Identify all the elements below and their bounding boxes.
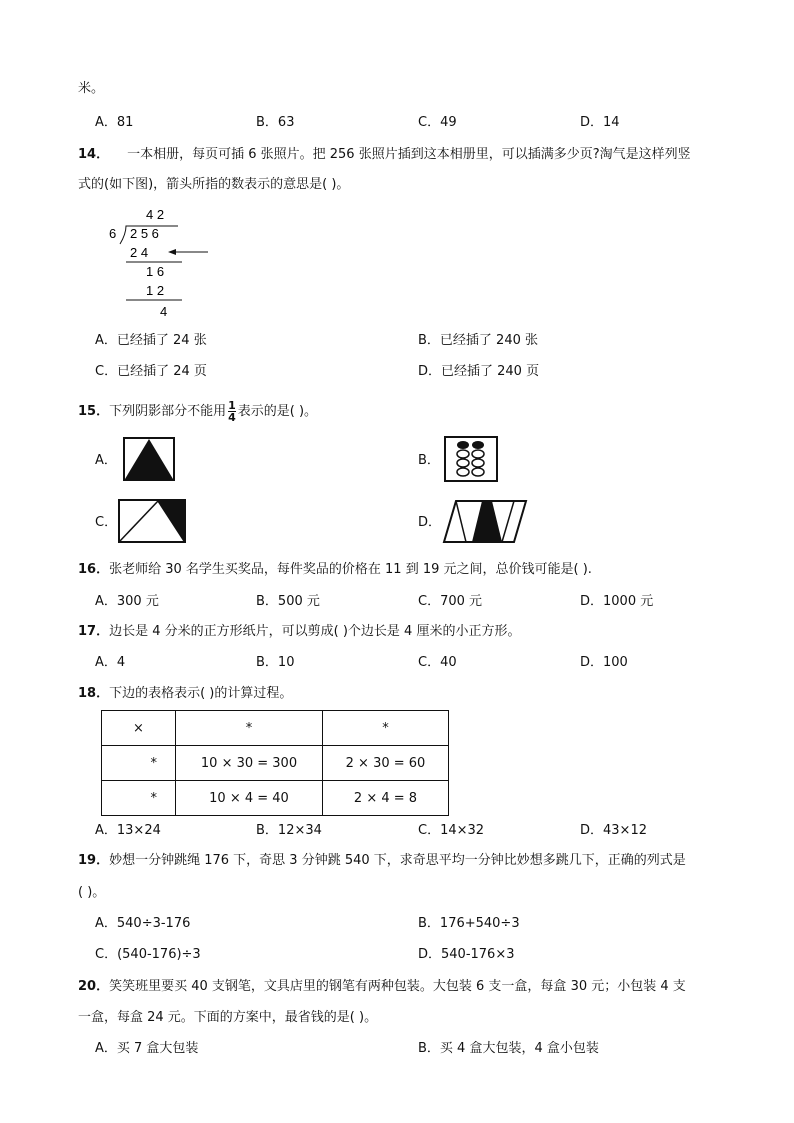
figure-c-rectangle-triangles [118, 499, 188, 545]
arrow-head [168, 249, 176, 255]
question-text: 下边的表格表示( )的计算过程。 [109, 686, 293, 701]
q18-option-c: C．14×32 [418, 823, 485, 838]
q16-option-b: B．500 元 [256, 594, 320, 609]
question-20 [78, 978, 686, 996]
fraction-denominator: 4 [228, 411, 236, 424]
q14-option-c: C．已经插了 24 页 [95, 364, 207, 379]
question-14-line2: 式的(如下图)，箭头所指的数表示的意思是( )。 [78, 177, 350, 192]
table-cell: * [102, 781, 176, 816]
table-row [102, 746, 449, 781]
q19-option-d: D．540-176×3 [418, 947, 515, 962]
table-cell: 2 × 4 = 8 [323, 781, 449, 816]
q19-option-b: B．176+540÷3 [418, 916, 520, 931]
table-header-cell: * [323, 711, 449, 746]
figure-b-ovals [444, 436, 498, 482]
question-20-line2: 一盒，每盒 24 元。下面的方案中，最省钱的是( )。 [78, 1010, 378, 1025]
question-text: 边长是 4 分米的正方形纸片，可以剪成( )个边长是 4 厘米的小正方形。 [109, 624, 521, 639]
figure-a-triangle-square [123, 437, 175, 481]
question-text: 妙想一分钟跳绳 176 下，奇思 3 分钟跳 540 下，求奇思平均一分钟比妙想多跳几下，正确的列式是 [109, 853, 686, 868]
division-quotient: 4 2 [146, 207, 165, 222]
division-step2: 1 6 [146, 264, 165, 279]
question-number: 16． [78, 562, 110, 577]
q19-option-c: C．(540-176)÷3 [95, 947, 201, 962]
calc-table [101, 710, 449, 816]
q17-option-d: D．100 [580, 655, 628, 670]
division-dividend: 2 5 6 [130, 226, 159, 241]
q17-option-c: C．40 [418, 655, 457, 670]
table-cell: 10 × 4 = 40 [176, 781, 323, 816]
q15-option-c-label: C． [95, 515, 118, 530]
question-number: 19． [78, 853, 110, 868]
q15-option-a-label: A． [95, 453, 117, 468]
fraction-one-quarter [228, 400, 236, 423]
table-header-cell: * [176, 711, 323, 746]
q18-option-b: B．12×34 [256, 823, 322, 838]
q16-option-a: A．300 元 [95, 594, 159, 609]
question-text-after: 表示的是( )。 [237, 404, 318, 419]
question-number: 18． [78, 686, 110, 701]
q18-option-a: A．13×24 [95, 823, 161, 838]
question-19-line2: ( )。 [78, 885, 106, 900]
division-remainder: 4 [160, 304, 168, 319]
question-text: 一本相册，每页可插 6 张照片。把 256 张照片插到这本相册里，可以插满多少页?淘气是这样列竖 [127, 147, 691, 162]
table-header-cell: × [102, 711, 176, 746]
prev-option-b: B．63 [256, 115, 295, 130]
table-row [102, 781, 449, 816]
prev-option-c: C．49 [418, 115, 457, 130]
q15-option-b-label: B． [418, 453, 440, 468]
question-text-before: 下列阴影部分不能用 [109, 404, 227, 419]
table-cell: * [102, 746, 176, 781]
q14-option-d: D．已经插了 240 页 [418, 364, 540, 379]
q16-option-d: D．1000 元 [580, 594, 654, 609]
q20-option-b: B．买 4 盒大包装，4 盒小包装 [418, 1041, 599, 1056]
question-text: 笑笑班里要买 40 支钢笔，文具店里的钢笔有两种包装。大包装 6 支一盒，每盒 30 元；小包装 4 支 [109, 979, 686, 994]
q14-option-b: B．已经插了 240 张 [418, 333, 538, 348]
question-text: 张老师给 30 名学生买奖品，每件奖品的价格在 11 到 19 元之间，总价钱可能是( ). [109, 562, 592, 577]
table-row [102, 711, 449, 746]
q14-option-a: A．已经插了 24 张 [95, 333, 207, 348]
table-cell: 10 × 30 = 300 [176, 746, 323, 781]
q15-option-d-label: D． [418, 515, 442, 530]
question-19 [78, 852, 686, 870]
question-14 [78, 146, 691, 164]
question-number: 20． [78, 979, 110, 994]
division-step1: 2 4 [130, 245, 149, 260]
q17-option-b: B．10 [256, 655, 295, 670]
q20-option-a: A．买 7 盒大包装 [95, 1041, 199, 1056]
q17-option-a: A．4 [95, 655, 126, 670]
question-18 [78, 685, 292, 703]
prev-option-a: A．81 [95, 115, 134, 130]
question-number: 17． [78, 624, 110, 639]
prev-option-d: D．14 [580, 115, 620, 130]
q18-option-d: D．43×12 [580, 823, 647, 838]
division-step3: 1 2 [146, 283, 165, 298]
division-divisor: 6 [109, 226, 117, 241]
question-16 [78, 561, 592, 579]
table-cell: 2 × 30 = 60 [323, 746, 449, 781]
question-number: 15． [78, 404, 110, 419]
fraction-numerator: 1 [228, 399, 236, 412]
prev-question-tail: 米。 [78, 81, 105, 96]
question-17 [78, 623, 520, 641]
long-division-figure [104, 204, 214, 320]
question-15 [78, 400, 317, 423]
q16-option-c: C．700 元 [418, 594, 483, 609]
question-number: 14． [78, 147, 110, 162]
figure-d-trapezoid [442, 499, 528, 545]
q19-option-a: A．540÷3-176 [95, 916, 191, 931]
